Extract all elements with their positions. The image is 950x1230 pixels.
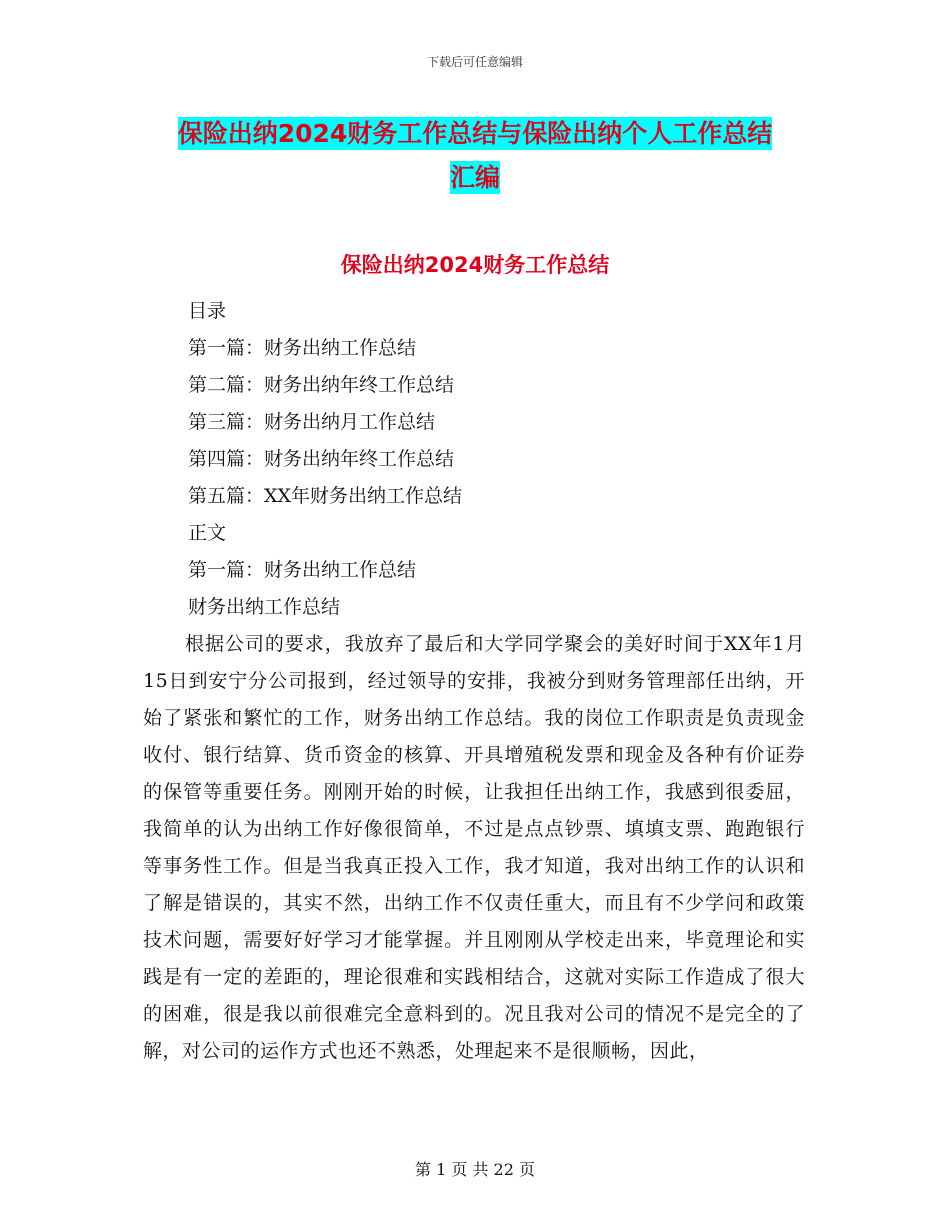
body-heading: 正文 [188, 522, 227, 544]
toc-item: 第四篇：财务出纳年终工作总结 [188, 448, 455, 470]
page-number: 第 1 页 共 22 页 [415, 1160, 535, 1179]
document-title-line-1 [0, 114, 950, 150]
toc-item: 第五篇：XX年财务出纳工作总结 [188, 485, 463, 507]
toc-item: 第三篇：财务出纳月工作总结 [188, 411, 436, 433]
toc-item: 第二篇：财务出纳年终工作总结 [188, 374, 455, 396]
chapter-subheading: 财务出纳工作总结 [188, 596, 341, 618]
toc-heading: 目录 [188, 300, 227, 322]
toc-item: 第一篇：财务出纳工作总结 [188, 337, 417, 359]
document-title-line-2 [0, 158, 950, 194]
chapter-heading: 第一篇：财务出纳工作总结 [188, 559, 417, 581]
header-note: 下载后可任意编辑 [426, 55, 523, 69]
table-of-contents [188, 293, 462, 626]
section-title: 保险出纳2024财务工作总结 [340, 253, 610, 277]
title-line-2-text: 汇编 [449, 163, 500, 192]
body-paragraph: 根据公司的要求，我放弃了最后和大学同学聚会的美好时间于XX年1月15日到安宁分公司报到，经过领导的安排，我被分到财务管理部任出纳，开始了紧张和繁忙的工作，财务出纳工作总结。我的岗位工作职责是负责现金收付、银行结算、货币资金的核算、开具增殖税发票和现金及各种有价证券的保管等重要任务。刚刚开始的时候，让我担任出纳工作，我感到很委屈，我简单的认为出纳工作好像很简单，不过是点点钞票、填填支票、跑跑银行等事务性工作。但是当我真正投入工作，我才知道，我对出纳工作的认识和了解是错误的，其实不然，出纳工作不仅责任重大，而且有不少学问和政策技术问题，需要好好学习才能掌握。并且刚刚从学校走出来，毕竟理论和实践是有一定的差距的，理论很难和实践相结合，这就对实际工作造成了很大的困难，很是我以前很难完全意料到的。况且我对公司的情况不是完全的了解，对公司的运作方式也还不熟悉，处理起来不是很顺畅，因此， [143, 633, 805, 1062]
title-line-1-text: 保险出纳2024财务工作总结与保险出纳个人工作总结 [177, 119, 773, 148]
